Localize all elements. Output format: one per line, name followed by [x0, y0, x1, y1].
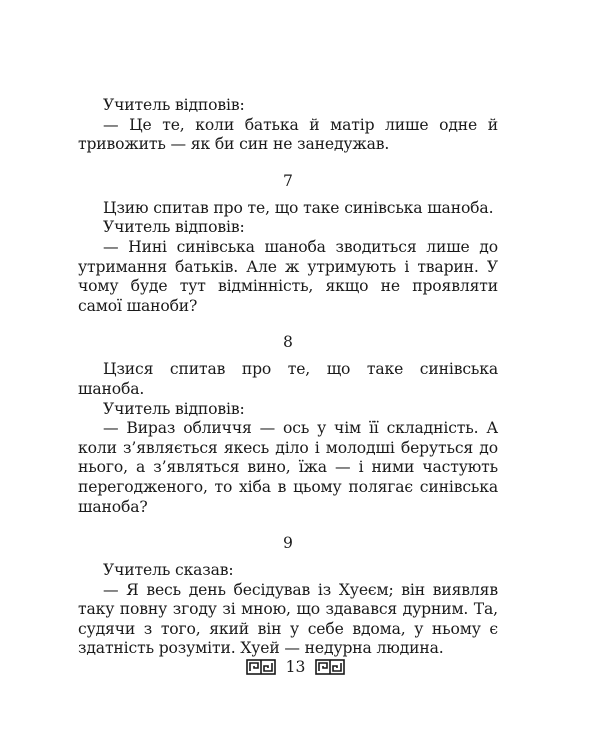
paragraph: Цзию спитав про те, що таке синівська шаноба. [103, 198, 494, 217]
paragraph: Учитель відповів: [103, 96, 245, 114]
fret-ornament-right-icon [315, 659, 345, 675]
section-number: 9 [283, 534, 293, 553]
section-number: 8 [283, 333, 293, 352]
paragraph: Учитель сказав: [103, 561, 234, 580]
page-footer [0, 658, 591, 675]
paragraph: Учитель відповів: [103, 399, 245, 418]
paragraph: — Нині синівська шаноба зводиться лише до утримання батьків. Але ж утримують і тварин. У чому буде тут відмінність, якщо не проявляти самої шаноби? [78, 237, 498, 315]
fret-ornament-left-icon [246, 659, 276, 675]
paragraph: — Це те, коли батька й матір лише одне й тривожить — як би син не занедужав. [78, 115, 498, 154]
page-body [78, 96, 498, 659]
page-number: 13 [285, 658, 306, 676]
paragraph: Цзися спитав про те, що таке синівська шаноба. [78, 360, 498, 398]
section-number: 7 [283, 171, 293, 190]
paragraph: Учитель відповів: [103, 218, 245, 237]
paragraph: — Вираз обличчя — ось у чім її складність. А коли з’являється якесь діло і молодші беруться до нього, а з’являться вино, їжа — і ними частують перегодженого, то хіба в цьому полягає синівська шаноба? [78, 419, 498, 516]
paragraph: — Я весь день бесідував із Хуеєм; він виявляв таку повну згоду зі мною, що здавався дурним. Та, судячи з того, який він у себе вдома, у ньому є здатність розуміти. Хуей — недурна людина. [78, 580, 498, 658]
